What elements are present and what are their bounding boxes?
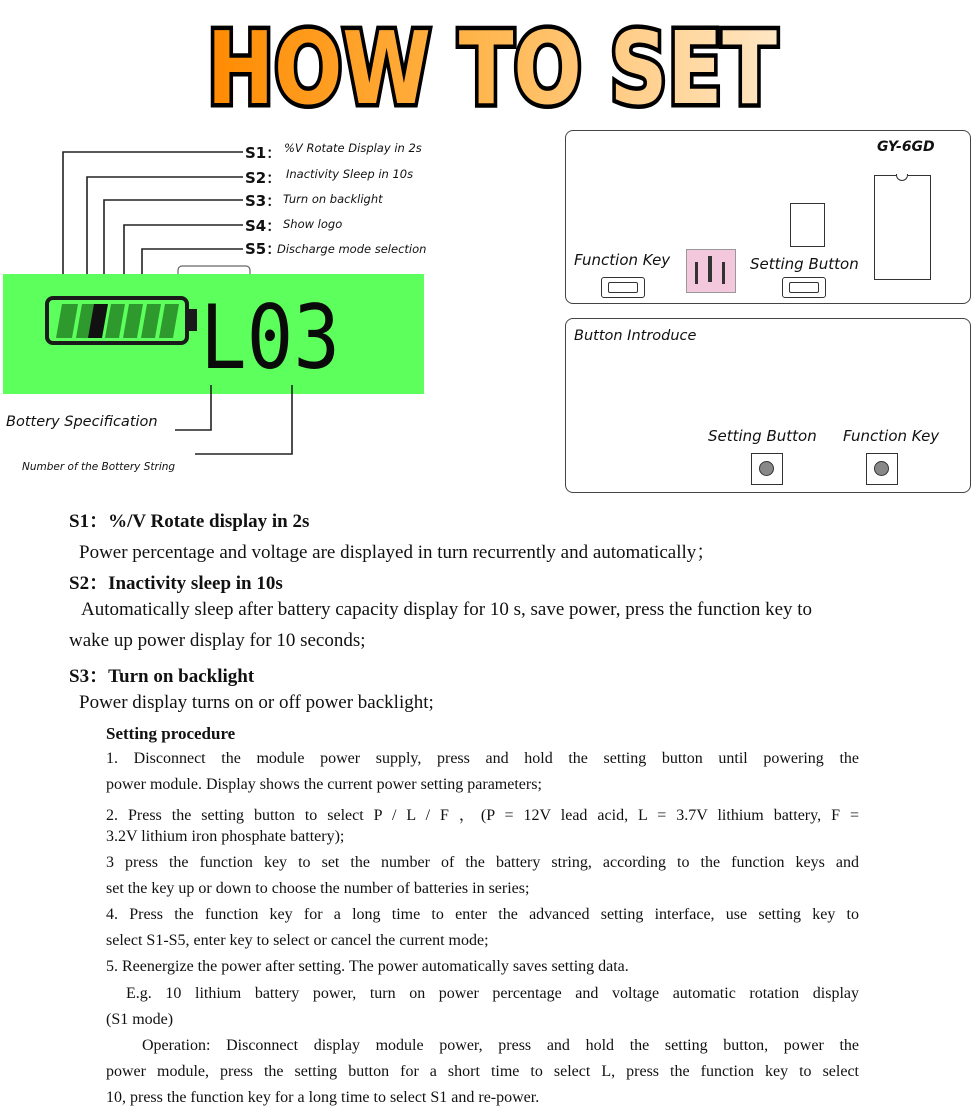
module-function-key-label: Function Key xyxy=(574,251,671,269)
step-line: power module. Display shows the current power setting parameters; xyxy=(106,776,542,793)
ic-chip xyxy=(874,175,931,280)
operation-line: 10, press the function key for a long time to select S1 and re-power. xyxy=(106,1089,540,1106)
s3-body: Power display turns on or off power backlight; xyxy=(79,692,434,713)
operation-line: Operation: Disconnect display module power, press and hold the setting button, power the xyxy=(142,1037,859,1054)
switch-code-s2: S2： xyxy=(245,169,282,187)
switch-desc-s5: Discharge mode selection xyxy=(277,242,427,256)
step-line: 1. Disconnect the module power supply, press and hold the setting button until powering the xyxy=(106,750,859,767)
intro-setting-button[interactable] xyxy=(751,453,783,485)
step-line: 5. Reenergize the power after setting. The power automatically saves setting data. xyxy=(106,958,629,975)
connector-block xyxy=(686,249,736,293)
page-title-banner xyxy=(0,0,975,124)
switch-code-s4: S4： xyxy=(245,217,282,235)
intro-title: Button Introduce xyxy=(574,328,697,344)
s3-heading: S3：Turn on backlight xyxy=(69,666,255,687)
lcd-digits: L03 xyxy=(200,286,340,389)
step-line: set the key up or down to choose the number of batteries in series; xyxy=(106,880,530,897)
switch-desc-s4: Show logo xyxy=(283,217,343,231)
intro-setting-button-label: Setting Button xyxy=(708,427,817,445)
step-line: 2. Press the setting button to select P / L / F ，(P = 12V lead acid, L = 3.7V lithium battery, F = xyxy=(106,807,859,824)
switch-code-s3: S3： xyxy=(245,192,282,210)
step-line: select S1-S5, enter key to select or cancel the current mode; xyxy=(106,932,489,949)
step-line: 3.2V lithium iron phosphate battery); xyxy=(106,828,345,845)
switch-code-s1: S1： xyxy=(245,144,282,162)
page-title: HOW TO SET xyxy=(207,10,777,124)
s2-body-line2: wake up power display for 10 seconds; xyxy=(69,630,366,651)
component-square xyxy=(790,203,825,247)
s1-body: Power percentage and voltage are displayed in turn recurrently and automatically； xyxy=(79,542,716,563)
switch-labels xyxy=(245,141,426,258)
lcd-diagram xyxy=(0,128,560,488)
battery-spec-label: Bottery Specification xyxy=(6,414,158,430)
module-setting-button[interactable] xyxy=(782,277,826,298)
module-model: GY-6GD xyxy=(877,139,935,155)
module-board xyxy=(565,130,971,304)
example-line: (S1 mode) xyxy=(106,1011,174,1028)
example-line: E.g. 10 lithium battery power, turn on power percentage and voltage automatic rotation display xyxy=(126,985,859,1002)
operation-line: power module, press the setting button for a short time to select L, press the function key to select xyxy=(106,1063,859,1080)
switch-desc-s1: %V Rotate Display in 2s xyxy=(284,141,422,155)
s2-heading: S2：Inactivity sleep in 10s xyxy=(69,573,283,594)
module-setting-button-label: Setting Button xyxy=(750,255,859,273)
s1-heading: S1：%/V Rotate display in 2s xyxy=(69,511,310,532)
button-introduce-panel xyxy=(565,318,971,493)
switch-desc-s3: Turn on backlight xyxy=(283,192,383,206)
battery-string-label: Number of the Bottery String xyxy=(22,461,176,473)
intro-function-key[interactable] xyxy=(866,453,898,485)
module-function-key[interactable] xyxy=(601,277,645,298)
switch-code-s5: S5： xyxy=(245,240,282,258)
s2-body-line1: Automatically sleep after battery capacity display for 10 s, save power, press the function key to xyxy=(81,599,813,620)
procedure-heading: Setting procedure xyxy=(106,724,236,743)
leader-lines xyxy=(63,152,243,276)
intro-function-key-label: Function Key xyxy=(843,427,940,445)
switch-desc-s2: Inactivity Sleep in 10s xyxy=(286,167,414,181)
step-line: 3 press the function key to set the number of the battery string, according to the function keys and xyxy=(106,854,859,871)
step-line: 4. Press the function key for a long time to enter the advanced setting interface, use setting key to xyxy=(106,906,859,923)
